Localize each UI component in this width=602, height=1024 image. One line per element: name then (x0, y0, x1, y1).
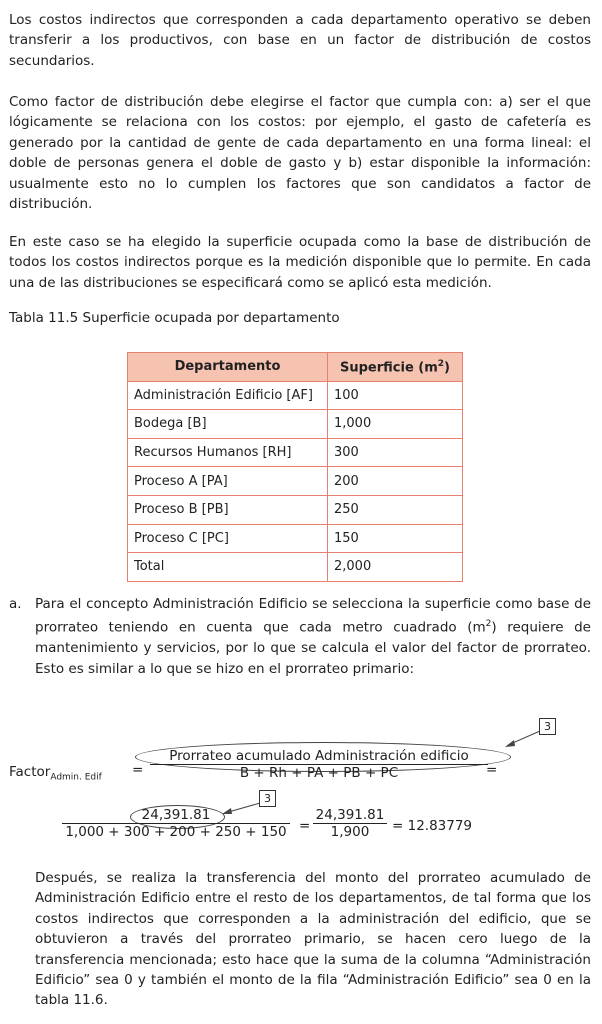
fraction-simplified (313, 807, 387, 840)
header-area: Superficie $(m^2)$ (328, 353, 463, 382)
cell-dept: Proceso C [PC] (128, 524, 328, 553)
header-department: Departamento (128, 353, 328, 382)
fraction-main (150, 748, 488, 781)
paragraph-intro: Los costos indirectos que corresponden a cada departamento operativo se deben transferir a los productivos, con base en un factor de distribución de costos secundarios. (9, 12, 591, 69)
cell-area: 2,000 (328, 553, 463, 582)
fraction-numerator: 24,391.81 (315, 807, 385, 823)
cell-dept: Recursos Humanos [RH] (128, 438, 328, 467)
fraction-denominator: 1,000 + 300 + 200 + 250 + 150 (65, 824, 287, 840)
paragraph-closing: Después, se realiza la transferencia del monto del prorrateo acumulado de Administración Edificio entre el resto de los departamentos, de tal forma que los costos indirectos que corresponden a la administración del edificio, que se obtuvieron a través del prorrateo primario, se hacen cero luego de la transferencia mencionada; esto hace que la suma de la columna “Administración Edificio” sea 0 y también el monto de la fila “Administración Edificio” sea 0 en la tabla 11.6. (35, 870, 591, 1009)
cell-area: 150 (328, 524, 463, 553)
fraction-numerator: Prorrateo acumulado Administración edificio (169, 748, 469, 764)
factor-label: Factor$_{Admin. Edif}$ (9, 764, 102, 783)
cell-dept: Total (128, 553, 328, 582)
paragraph-distribution-factor: Como factor de distribución debe elegirse el factor que cumpla con: a) ser el que lógicamente se relaciona con los costos: por ejemplo, el gasto de cafetería es generado por la cantidad de gente de cada departamento en una forma lineal: el doble de personas genera el doble de gasto y b) estar disponible la información: usualmente esto no lo cumplen los factores que son candidatos a factor de distribución. (9, 94, 591, 213)
cell-dept: Bodega [B] (128, 410, 328, 439)
cell-area: 200 (328, 467, 463, 496)
fraction-values (62, 807, 290, 840)
cell-dept: Administración Edificio [AF] (128, 381, 328, 410)
equals-sign: = (132, 762, 144, 778)
equals-sign: = (486, 762, 498, 778)
paragraph-chosen-base: En este caso se ha elegido la superficie ocupada como la base de distribución de todos los costos indirectos porque es la medición disponible que lo permite. En cada una de las distribuciones se especificará como se aplicó esta medición. (9, 234, 591, 291)
cell-area: 100 (328, 381, 463, 410)
cell-dept: Proceso B [PB] (128, 495, 328, 524)
equals-sign: = (299, 818, 311, 834)
fraction-denominator: 1,900 (330, 824, 370, 840)
cell-area: 1,000 (328, 410, 463, 439)
formula-result: = 12.83779 (392, 818, 473, 834)
fraction-numerator: 24,391.81 (141, 807, 211, 823)
reference-box-3: 3 (259, 790, 276, 807)
cell-area: 250 (328, 495, 463, 524)
reference-box-3: 3 (539, 718, 556, 735)
cell-area: 300 (328, 438, 463, 467)
list-marker: a. (9, 596, 22, 612)
table-caption: Tabla 11.5 Superficie ocupada por departamento (9, 310, 340, 326)
cell-dept: Proceso A [PA] (128, 467, 328, 496)
list-item-text: Para el concepto Administración Edificio se selecciona la superficie como base de prorrateo teniendo en cuenta que cada metro cuadrado $(m^2)$ requiere de mantenimiento y servicios, por lo que se calcula el valor del factor de prorrateo. Esto es similar a lo que se hizo en el prorrateo primario: (35, 596, 591, 677)
fraction-denominator: B + Rh + PA + PB + PC (239, 765, 399, 781)
